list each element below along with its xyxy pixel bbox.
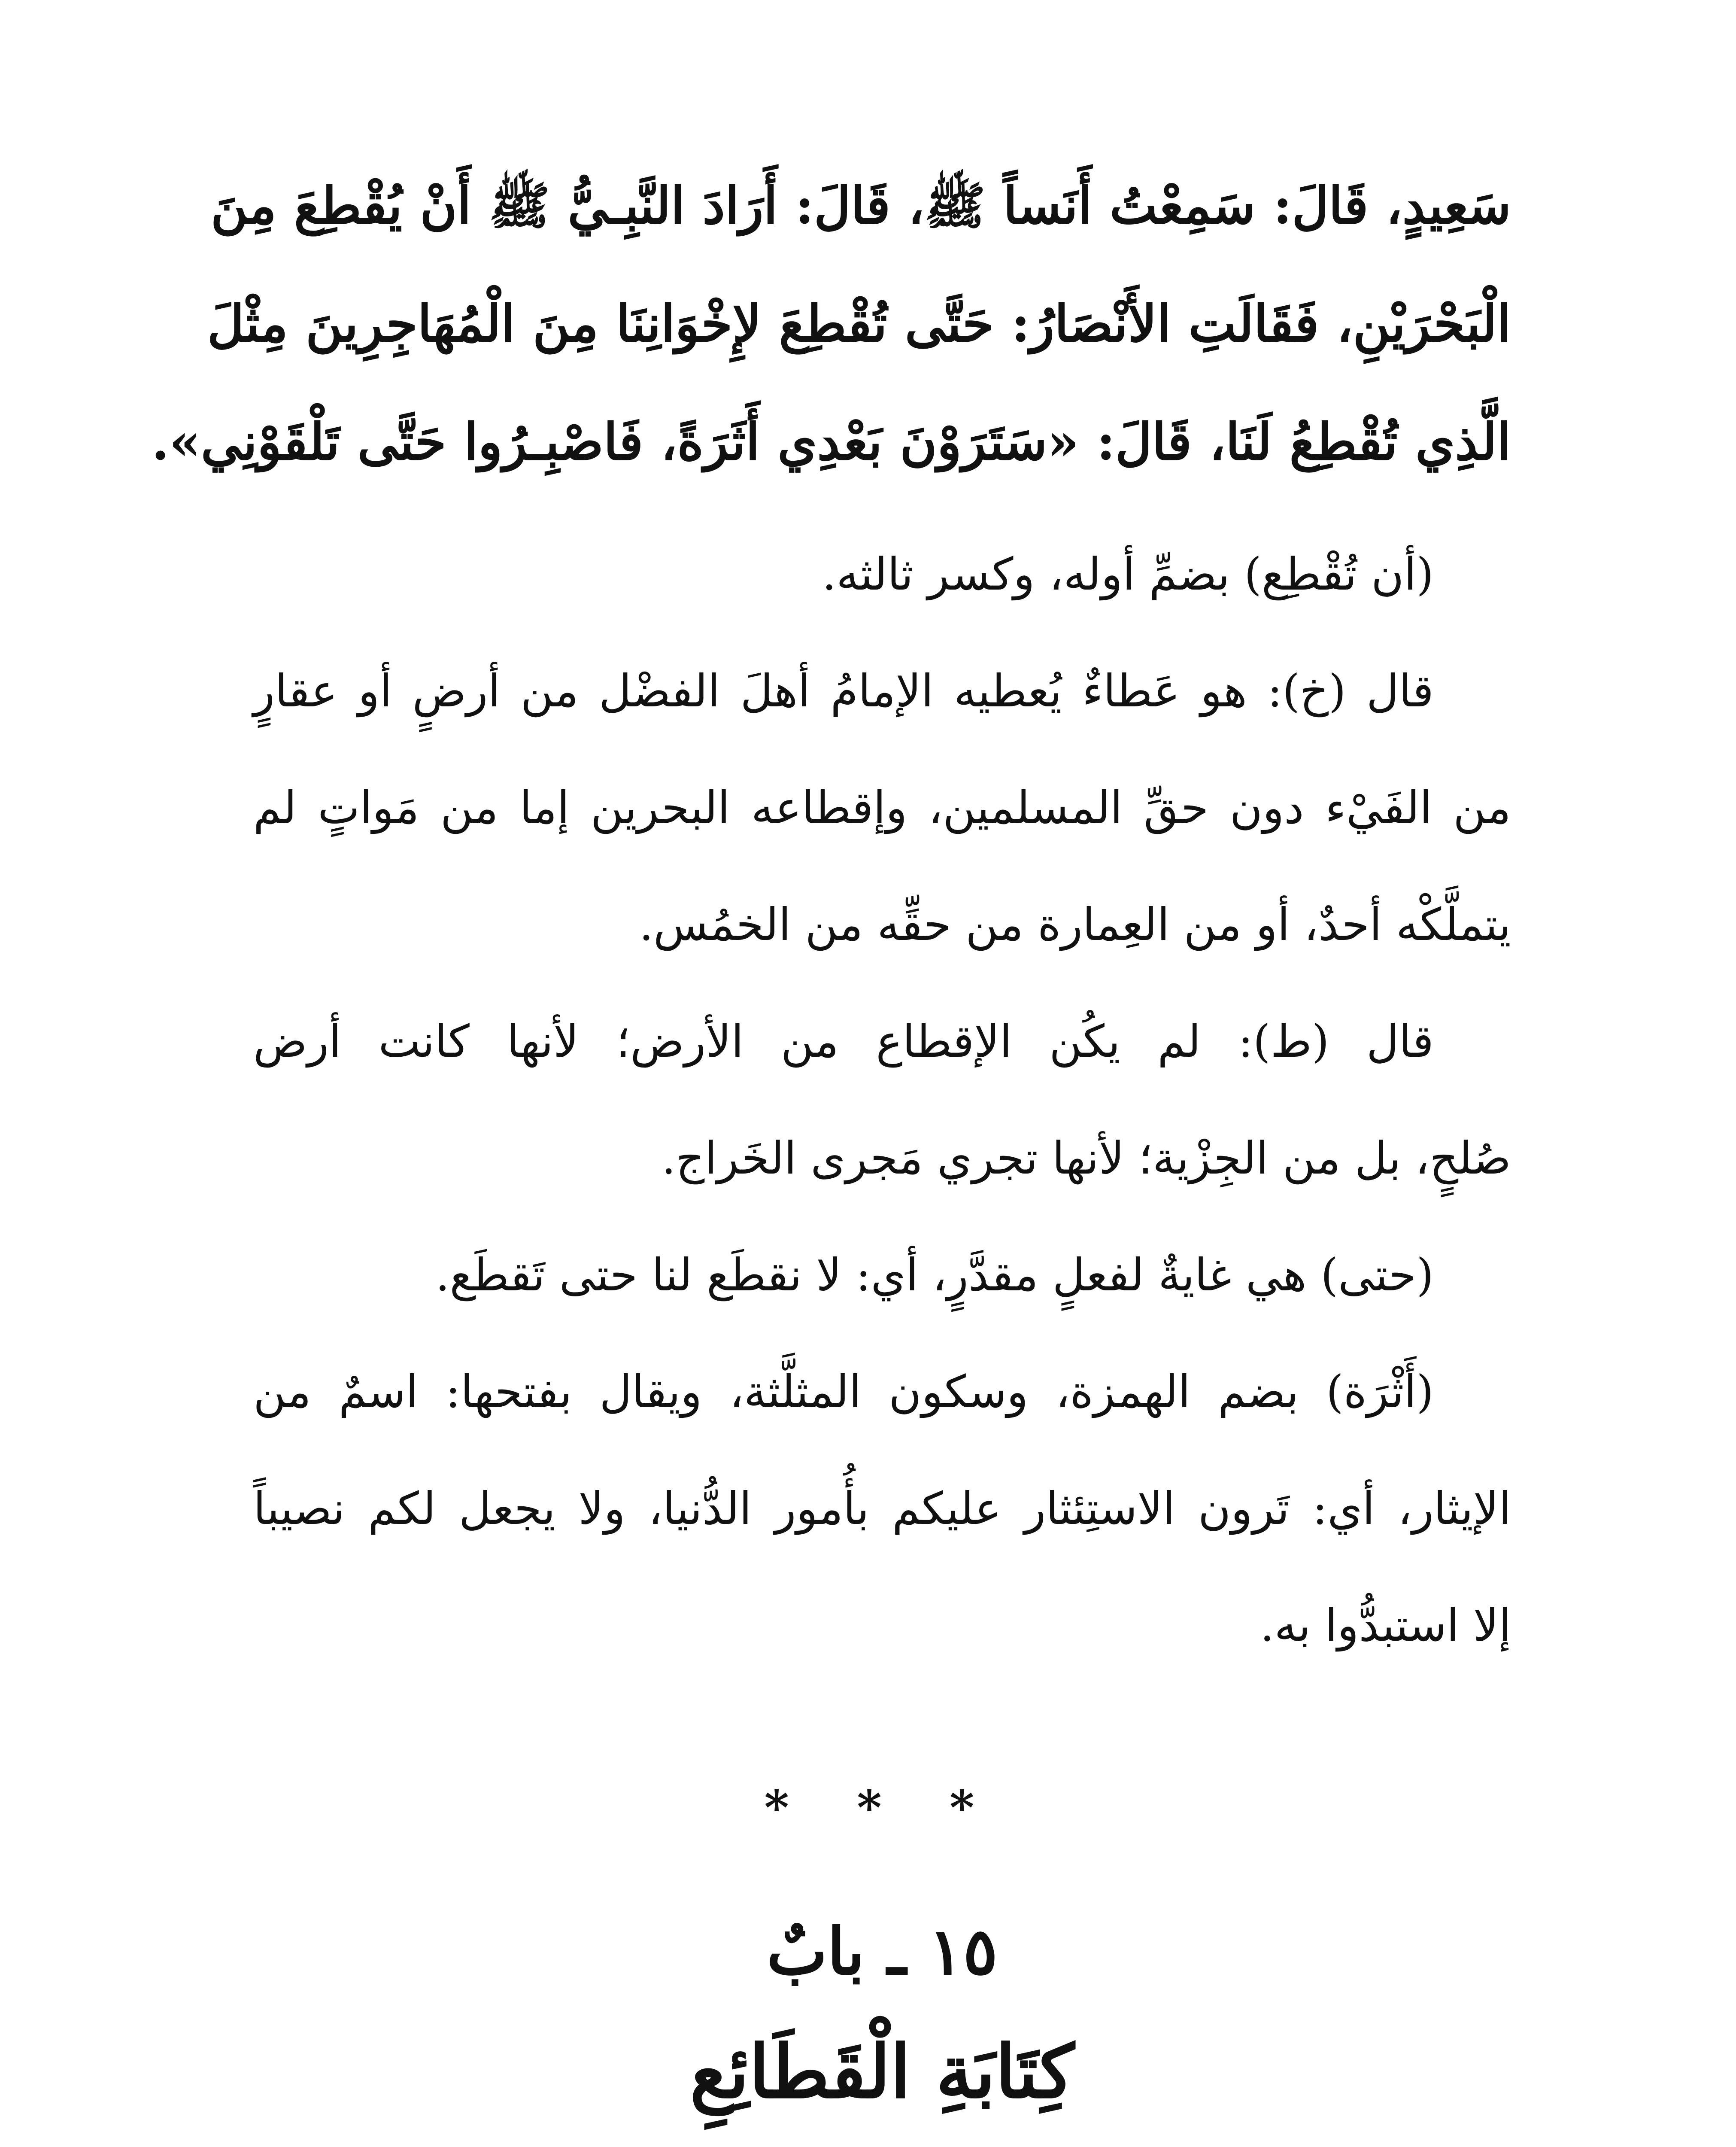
commentary-line: من الفَيْء دون حقِّ المسلمين، وإقطاعه البحرين إما من مَواتٍ لم bbox=[253, 782, 1511, 834]
hadith-line: الَّذِي تُقْطِعُ لَنَا، قَالَ: «سَتَرَوْنَ بَعْدِي أَثَرَةً، فَاصْبِـرُوا حَتَّى تَلْقَوْنِي». bbox=[152, 412, 1511, 471]
commentary-line: قال (خ): هو عَطاءٌ يُعطيه الإمامُ أهلَ الفضْل من أرضٍ أو عقارٍ bbox=[253, 665, 1434, 717]
commentary-line: إلا استبدُّوا به. bbox=[1260, 1599, 1511, 1651]
chapter-number: ١٥ ـ بابٌ bbox=[766, 1914, 998, 1989]
commentary-paragraph bbox=[253, 665, 1511, 1019]
commentary bbox=[253, 548, 1511, 1720]
commentary-line: صُلحٍ، بل من الجِزْية؛ لأنها تجري مَجرى الخَراج. bbox=[662, 1132, 1511, 1184]
hadith-line: سَعِيدٍ، قَالَ: سَمِعْتُ أَنَساً ﷺ، قَالَ: أَرَادَ النَّبِـيُّ ﷺ أَنْ يُقْطِعَ مِنَ bbox=[210, 176, 1511, 235]
commentary-line: (حتى) هي غايةٌ لفعلٍ مقدَّرٍ، أي: لا نقطَع لنا حتى تَقطَع. bbox=[435, 1249, 1434, 1301]
section-separator: * * * bbox=[764, 1780, 1000, 1835]
page-body bbox=[152, 176, 1511, 2147]
commentary-paragraph bbox=[253, 1249, 1511, 1369]
commentary-line: الإيثار، أي: تَرون الاستِئثار عليكم بأُمور الدُّنيا، ولا يجعل لكم نصيباً bbox=[253, 1482, 1511, 1535]
commentary-line: (أَثْرَة) بضم الهمزة، وسكون المثلَّثة، ويقال بفتحها: اسمٌ من bbox=[253, 1365, 1434, 1418]
hadith-continuation bbox=[152, 176, 1511, 535]
commentary-paragraph bbox=[253, 548, 1511, 669]
commentary-line: قال (ط): لم يكُن الإقطاع من الأرض؛ لأنها كانت أرض bbox=[253, 1015, 1434, 1067]
commentary-line: (أن تُقْطِع) بضمِّ أوله، وكسر ثالثه. bbox=[822, 548, 1434, 600]
hadith-line: الْبَحْرَيْنِ، فَقَالَتِ الأَنْصَارُ: حَتَّى تُقْطِعَ لإِخْوَانِنَا مِنَ الْمُهَاجِرِينَ مِثْلَ bbox=[207, 294, 1511, 353]
chapter-title: كِتَابَةِ الْقَطَائِعِ bbox=[690, 2029, 1074, 2115]
commentary-paragraph bbox=[253, 1365, 1511, 1720]
commentary-paragraph bbox=[253, 1015, 1511, 1253]
commentary-line: يتملَّكْه أحدٌ، أو من العِمارة من حقِّه من الخمُس. bbox=[639, 898, 1511, 951]
